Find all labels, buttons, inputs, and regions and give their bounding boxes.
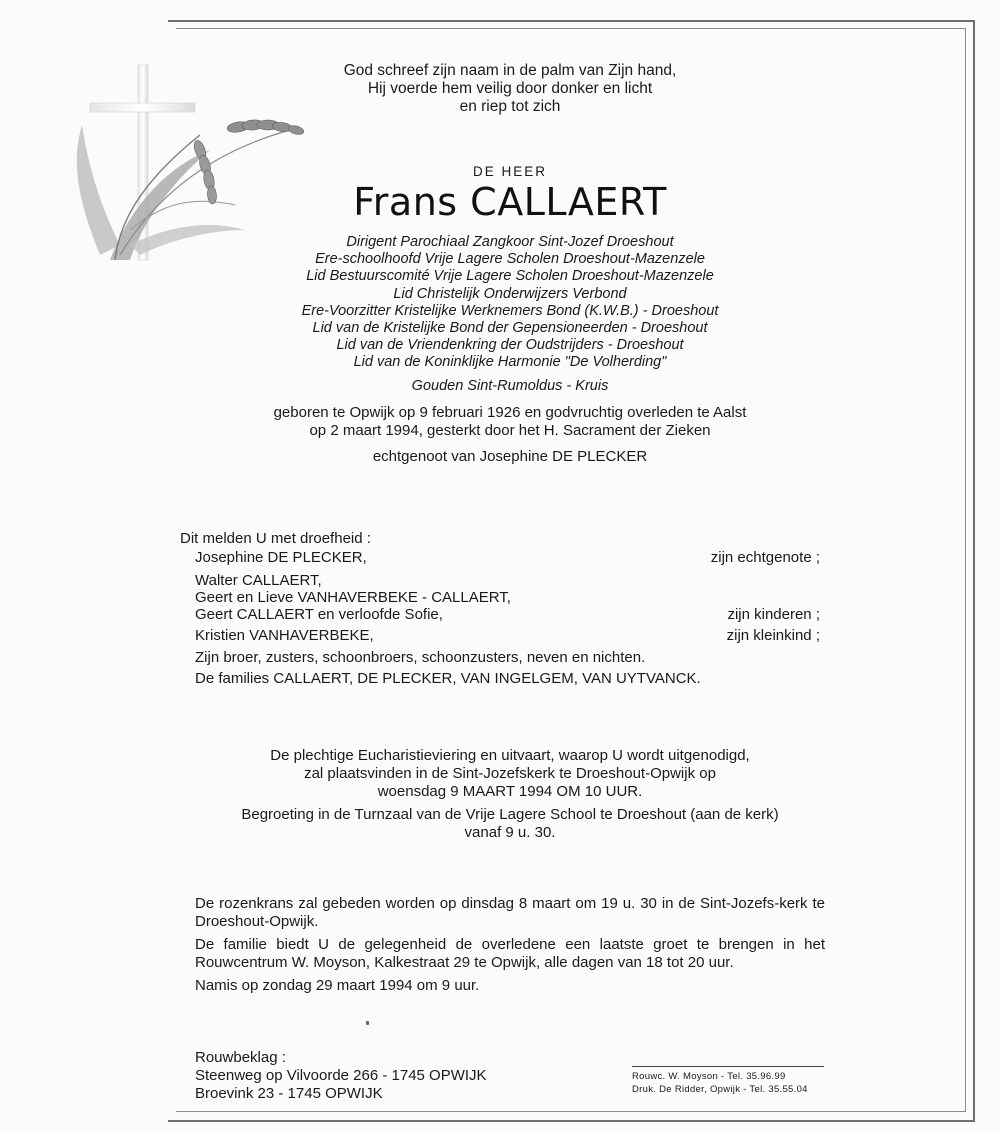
condolence-address: Broevink 23 - 1745 OPWIJK bbox=[195, 1085, 383, 1102]
paper-speck bbox=[366, 1021, 369, 1025]
deceased-name: Frans CALLAERT bbox=[353, 180, 667, 224]
credit-line: Rouwc. W. Moyson - Tel. 35.96.99 bbox=[632, 1071, 786, 1082]
birth-death-info bbox=[180, 404, 840, 440]
spouse-role: zijn echtgenote ; bbox=[710, 549, 820, 566]
title-line: Lid Bestuurscomité Vrije Lagere Scholen Droeshout-Mazenzele bbox=[306, 268, 714, 285]
titles-list bbox=[180, 234, 840, 372]
spouse-name: Josephine DE PLECKER, bbox=[195, 549, 367, 566]
title-line: Ere-schoolhoofd Vrije Lagere Scholen Droeshout-Mazenzele bbox=[315, 251, 705, 268]
child-name: Walter CALLAERT, bbox=[195, 572, 322, 589]
credit-line: Druk. De Ridder, Opwijk - Tel. 35.55.04 bbox=[632, 1084, 808, 1095]
rosary-info: De rozenkrans zal gebeden worden op dinsdag 8 maart om 19 u. 30 in de Sint-Jozefs-kerk te Droeshout-Opwijk. bbox=[195, 895, 825, 930]
title-line: Dirigent Parochiaal Zangkoor Sint-Jozef Droeshout bbox=[346, 234, 674, 250]
spouse-line: echtgenoot van Josephine DE PLECKER bbox=[372, 448, 648, 465]
family-row-children bbox=[195, 572, 820, 623]
family-row-grandchild bbox=[195, 627, 820, 644]
siblings-line: Zijn broer, zusters, schoonbroers, schoonzusters, neven en nichten. bbox=[195, 649, 646, 666]
funeral-service bbox=[180, 747, 840, 801]
service-line: woensdag 9 MAART 1994 OM 10 UUR. bbox=[377, 783, 643, 800]
honorific: DE HEER bbox=[472, 164, 547, 179]
grandchild-role: zijn kleinkind ; bbox=[726, 627, 820, 644]
grandchild-name: Kristien VANHAVERBEKE, bbox=[195, 627, 374, 644]
condolence-addresses bbox=[195, 1049, 487, 1103]
greeting-line: vanaf 9 u. 30. bbox=[464, 824, 556, 841]
title-line: Lid van de Kristelijke Bond der Gepensioneerden - Droeshout bbox=[312, 320, 708, 337]
visitation-info: De familie biedt U de gelegenheid de overledene een laatste groet te brengen in het Rouwcentrum W. Moyson, Kalkestraat 29 te Opwijk, alle dagen van 18 tot 20 uur. bbox=[195, 936, 825, 971]
memorial-mass-info: Namis op zondag 29 maart 1994 om 9 uur. bbox=[195, 977, 480, 994]
verse-line: Hij voerde hem veilig door donker en licht bbox=[367, 80, 653, 97]
title-line: Lid van de Vriendenkring der Oudstrijders - Droeshout bbox=[336, 337, 684, 354]
children-role: zijn kinderen ; bbox=[727, 606, 820, 623]
verse-line: God schreef zijn naam in de palm van Zijn hand, bbox=[343, 62, 677, 79]
award: Gouden Sint-Rumoldus - Kruis bbox=[411, 378, 609, 394]
verse bbox=[180, 62, 840, 116]
child-name: Geert CALLAERT en verloofde Sofie, bbox=[195, 606, 443, 623]
child-name: Geert en Lieve VANHAVERBEKE - CALLAERT, bbox=[195, 589, 511, 606]
service-line: zal plaatsvinden in de Sint-Jozefskerk te Droeshout-Opwijk op bbox=[304, 765, 716, 782]
condolence-heading: Rouwbeklag : bbox=[195, 1049, 286, 1066]
title-line: Ere-Voorzitter Kristelijke Werknemers Bond (K.W.B.) - Droeshout bbox=[301, 302, 719, 319]
families-line: De families CALLAERT, DE PLECKER, VAN INGELGEM, VAN UYTVANCK. bbox=[195, 670, 701, 687]
greeting-line: Begroeting in de Turnzaal van de Vrije Lagere School te Droeshout (aan de kerk) bbox=[241, 806, 779, 823]
birth-line: geboren te Opwijk op 9 februari 1926 en godvruchtig overleden te Aalst bbox=[273, 404, 747, 421]
greeting-info bbox=[180, 806, 840, 842]
family-row-spouse bbox=[195, 549, 820, 566]
title-line: Lid van de Koninklijke Harmonie "De Volherding" bbox=[353, 354, 667, 371]
condolence-address: Steenweg op Vilvoorde 266 - 1745 OPWIJK bbox=[195, 1067, 487, 1084]
death-line: op 2 maart 1994, gesterkt door het H. Sacrament der Zieken bbox=[309, 422, 711, 439]
title-line: Lid Christelijk Onderwijzers Verbond bbox=[393, 285, 627, 302]
service-line: De plechtige Eucharistieviering en uitvaart, waarop U wordt uitgenodigd, bbox=[270, 747, 750, 764]
printer-credits bbox=[632, 1066, 824, 1096]
announcement-intro: Dit melden U met droefheid : bbox=[180, 530, 371, 547]
verse-line: en riep tot zich bbox=[459, 98, 561, 115]
